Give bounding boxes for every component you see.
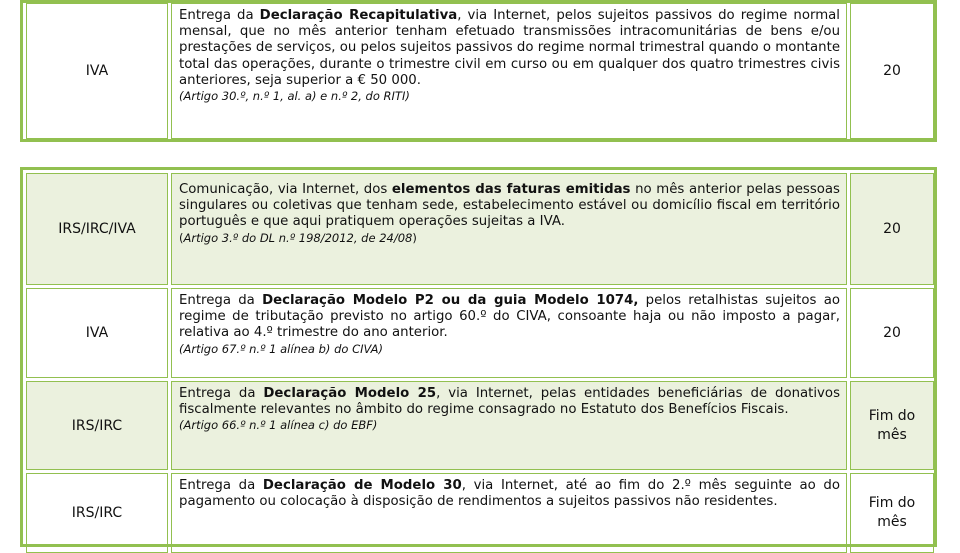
description-text: , via Internet, pelas entidades beneficiárias de donativos fiscalmente relevantes no âmbito do regime consagrado no Estatuto dos Benefícios Fiscais. <box>179 386 840 418</box>
document-name: Declaração de Modelo 30 <box>262 478 462 493</box>
deadline-value: Fim do <box>868 407 916 424</box>
legal-reference: (Artigo 66.º n.º 1 alínea c) do EBF) <box>179 418 378 433</box>
description-text: Entrega da <box>179 386 264 401</box>
table-row <box>26 473 931 553</box>
description-text: Comunicação, via Internet, dos <box>179 182 392 197</box>
tax-cell <box>26 288 168 378</box>
description-text: , via Internet, até ao fim do 2.º mês seguinte ao do pagamento ou colocação à disposição de rendimentos a sujeitos passivos não residentes. <box>179 478 840 510</box>
description-cell <box>171 288 847 378</box>
document-name: elementos das faturas emitidas <box>391 182 631 197</box>
description-cell <box>171 473 847 553</box>
deadline-cell <box>850 3 934 139</box>
description-cell <box>171 3 847 139</box>
deadline-cell <box>850 473 934 553</box>
table-row <box>26 288 931 378</box>
tax-label: IRS/IRC <box>71 417 123 434</box>
deadline-value: 20 <box>883 220 901 237</box>
deadline-cell <box>850 381 934 470</box>
description-text: , via Internet, pelos sujeitos passivos do regime normal mensal, que no mês anterior tenham efetuado transmissões intracomunitárias de bens e/ou prestações de serviços, ou pelos sujeitos passivos do regime normal trimestral quando o montante total das operações, durante o trimestre civil em curso ou em qualquer dos quatro trimestres civis anteriores, seja superior a € 50 000. <box>179 8 841 88</box>
table-row <box>26 3 931 139</box>
tax-label: IVA <box>85 325 109 341</box>
deadline-cell <box>850 173 934 285</box>
deadline-value: mês <box>877 514 907 530</box>
description-text: Entrega da <box>179 478 263 493</box>
tax-label: IRS/IRC/IVA <box>58 221 136 237</box>
tax-cell <box>26 3 168 139</box>
description-cell <box>171 173 847 285</box>
deadline-value: 20 <box>883 62 901 79</box>
legal-reference: (Artigo 30.º, n.º 1, al. a) e n.º 2, do RITI) <box>179 89 410 104</box>
deadline-cell <box>850 288 934 378</box>
deadline-value: 20 <box>883 324 901 341</box>
document-name: Declaração Modelo P2 ou da guia Modelo 1074, <box>262 293 639 308</box>
legal-reference-close: ) <box>412 230 417 245</box>
document-name: Declaração Modelo 25 <box>263 386 437 401</box>
deadline-value: Fim do <box>868 495 916 511</box>
legal-reference-open: ( <box>179 230 184 245</box>
description-text: Entrega da <box>179 293 263 308</box>
description-text: pelos retalhistas sujeitos ao regime de tributação previsto no artigo 60.º do CIVA, consoante haja ou não imposto a pagar, relativa ao 4.º trimestre do ano anterior. <box>179 293 840 341</box>
obligations-table-1 <box>20 0 937 142</box>
table-row <box>26 381 931 470</box>
tax-label: IRS/IRC <box>71 505 123 521</box>
deadline-value: mês <box>877 426 907 443</box>
description-text: Entrega da <box>179 8 260 23</box>
obligations-table-2 <box>20 167 937 547</box>
tax-cell <box>26 173 168 285</box>
legal-reference: (Artigo 67.º n.º 1 alínea b) do CIVA) <box>179 341 383 356</box>
description-cell <box>171 381 847 470</box>
table-row <box>26 173 931 285</box>
document-name: Declaração Recapitulativa <box>259 8 458 23</box>
tax-cell <box>26 473 168 553</box>
legal-reference: Artigo 3.º do DL n.º 198/2012, de 24/08 <box>183 230 413 245</box>
description-text: no mês anterior pelas pessoas singulares ou coletivas que tenham sede, estabelecimento estável ou domicílio fiscal em território português e que aqui pratiquem operações sujeitas a IVA. <box>179 182 840 230</box>
tax-label: IVA <box>85 63 109 79</box>
tax-cell <box>26 381 168 470</box>
